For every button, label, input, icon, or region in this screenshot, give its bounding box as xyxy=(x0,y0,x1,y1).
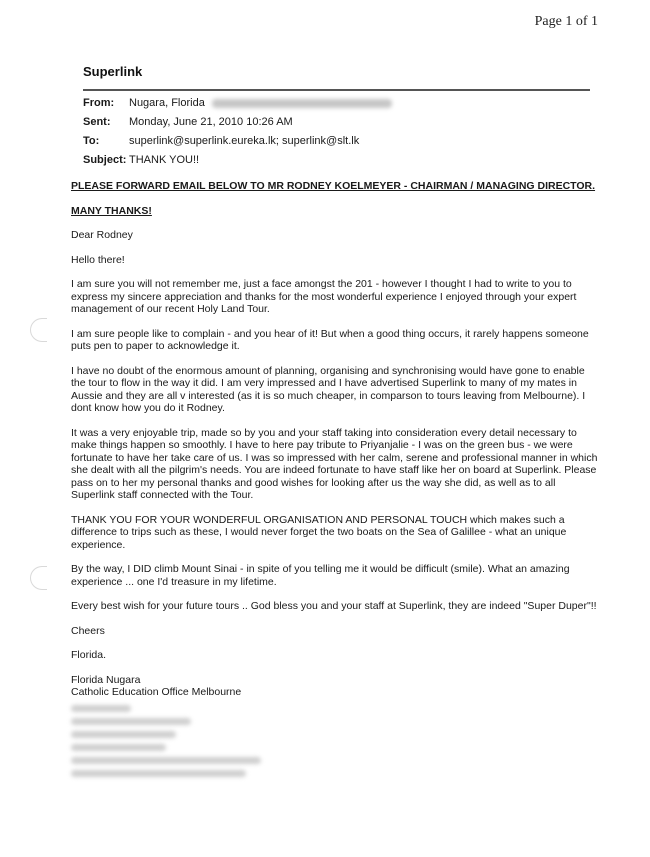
body-paragraph: By the way, I DID climb Mount Sinai - in spite of you telling me it would be difficult (smile). What an amazing experience ... one I'd treasure in my lifetime. xyxy=(71,563,570,588)
forward-note: PLEASE FORWARD EMAIL BELOW TO MR RODNEY KOELMEYER - CHAIRMAN / MANAGING DIRECTOR. xyxy=(71,180,596,192)
many-thanks: MANY THANKS! xyxy=(71,204,152,217)
to-value: superlink@superlink.eureka.lk; superlink@slt.lk xyxy=(129,135,360,147)
subject-value: THANK YOU!! xyxy=(129,154,200,166)
sent-value: Monday, June 21, 2010 10:26 AM xyxy=(129,116,293,128)
redacted-line xyxy=(71,744,166,751)
body-paragraph: I am sure you will not remember me, just a face amongst the 201 - however I thought I had to write to you to express my sincere appreciation and thanks for the most wonderful experience I enjoyed through your expert management of our recent Holy Land Tour. xyxy=(71,278,577,315)
email-body xyxy=(71,180,601,777)
from-value xyxy=(129,94,392,113)
redacted-line xyxy=(71,718,191,725)
punch-hole xyxy=(30,318,47,342)
greeting: Dear Rodney xyxy=(71,229,133,241)
redacted-line xyxy=(71,705,131,712)
body-paragraph: I am sure people like to complain - and you hear of it! But when a good thing occurs, it rarely happens someone puts pen to paper to acknowledge it. xyxy=(71,327,589,352)
from-name: Nugara, Florida xyxy=(129,97,205,109)
from-label: From: xyxy=(83,97,115,109)
body-paragraph: It was a very enjoyable trip, made so by you and your staff taking into consideration every detail necessary to make things happen so smoothly. I have to here pay tribute to Priyanjalie - I was on the green bus - we were fortunate to have her take care of us. I was so impressed with her calm, serene and professional manner in which she dealt with all the pilgrim's needs. You are indeed fortunate to have staff like her on board at Superlink. Please pass on to her my personal thanks and good wishes for looking after us the way she did, as well as to all Superlink staff connected with the Tour. xyxy=(71,426,598,501)
sender-name: Superlink xyxy=(83,64,143,79)
signature-name: Florida Nugara xyxy=(71,673,141,686)
redacted-contact-details xyxy=(71,705,601,777)
body-paragraph: Every best wish for your future tours .. God bless you and your staff at Superlink, they are indeed "Super Duper"!! xyxy=(71,600,597,612)
cheers-line: Cheers xyxy=(71,624,105,637)
redacted-line xyxy=(71,757,261,764)
punch-hole xyxy=(30,566,47,590)
sent-label: Sent: xyxy=(83,116,111,128)
hello-line: Hello there! xyxy=(71,253,125,266)
page-number: Page 1 of 1 xyxy=(534,14,598,29)
body-paragraph: I have no doubt of the enormous amount of planning, organising and synchronising would have gone to enable the tour to flow in the way it did. I am very impressed and I have advertised Superlink to many of my mates in Aussie and they are all v interested (as it is so much cheaper, in comparson to tours leaving from Melbourne). I dont know how you do it Rodney. xyxy=(71,364,586,414)
redacted-line xyxy=(71,770,246,777)
signature-block xyxy=(71,674,601,777)
signoff-line: Florida. xyxy=(71,649,107,661)
redacted-email xyxy=(212,99,392,108)
body-paragraph: THANK YOU FOR YOUR WONDERFUL ORGANISATION AND PERSONAL TOUCH which makes such a difference to trips such as these, I would never forget the two boats on the Sea of Galillee - what an unique experience. xyxy=(71,513,567,551)
signature-organization: Catholic Education Office Melbourne xyxy=(71,686,242,698)
header-divider xyxy=(83,89,590,91)
subject-label: Subject: xyxy=(83,154,127,166)
redacted-line xyxy=(71,731,176,738)
to-label: To: xyxy=(83,135,100,147)
